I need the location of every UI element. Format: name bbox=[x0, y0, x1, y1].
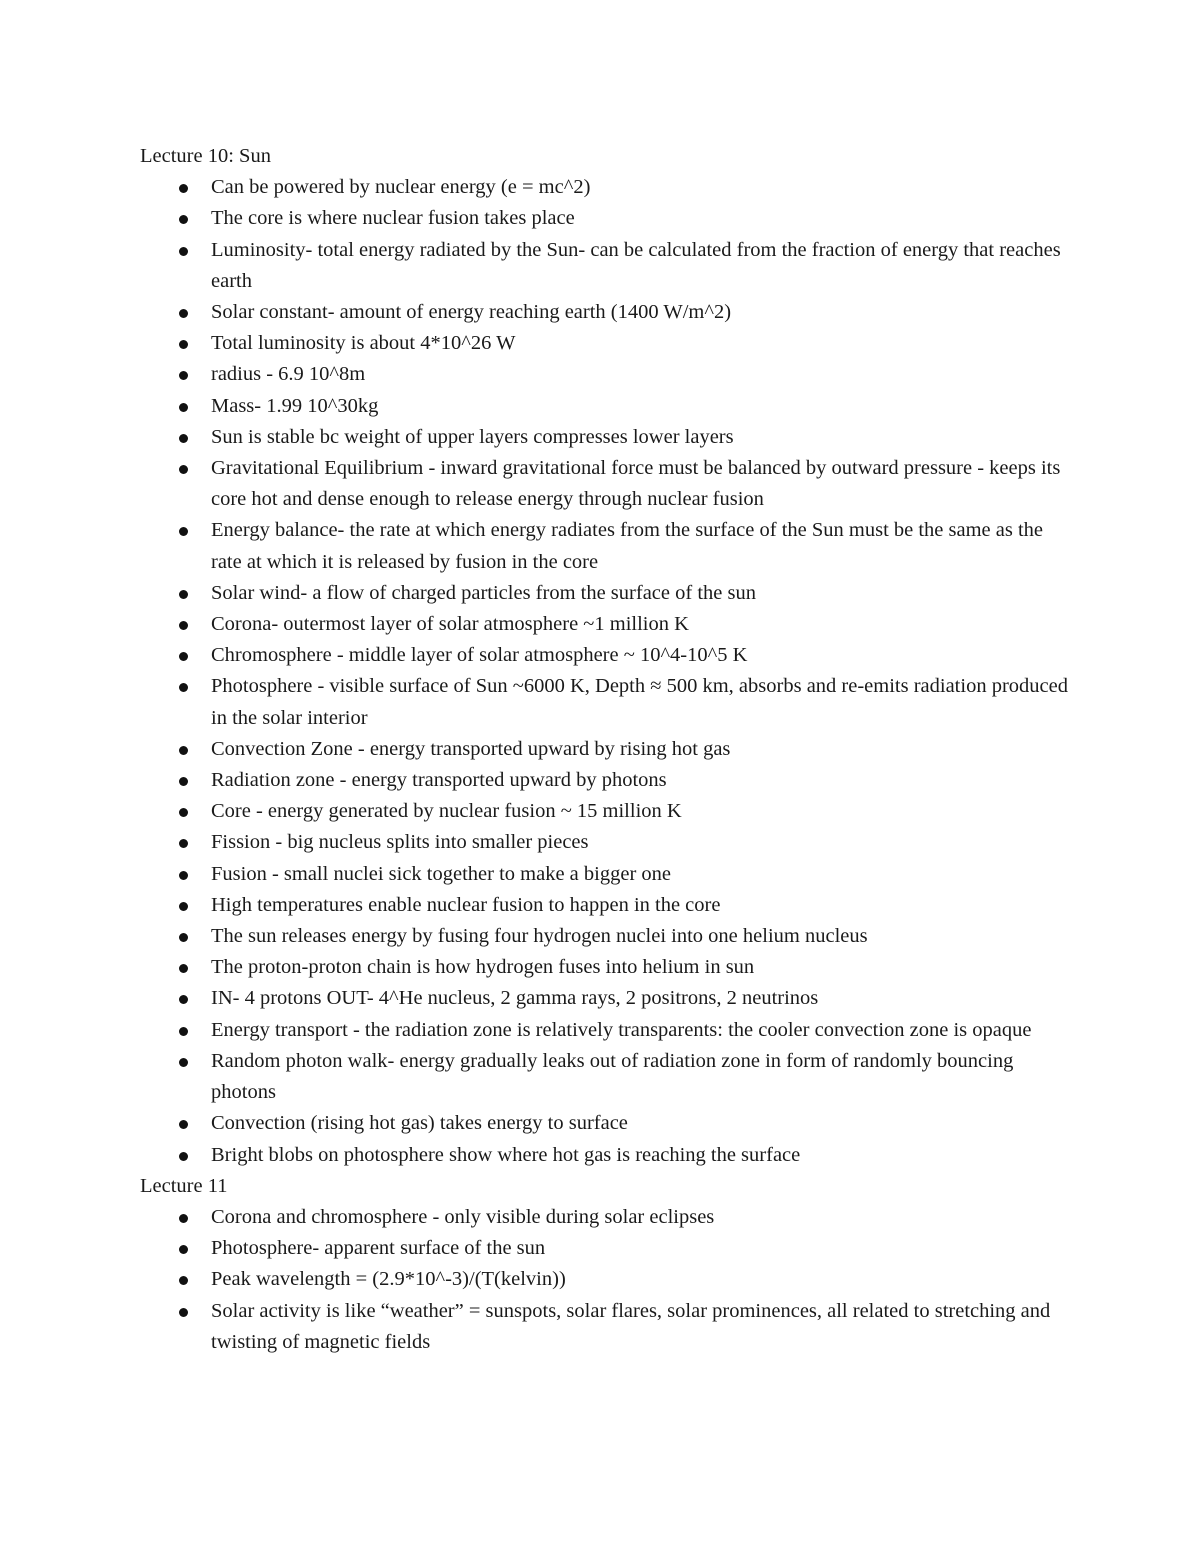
bullet-icon bbox=[179, 1058, 188, 1067]
list-item bbox=[211, 1140, 1070, 1171]
list-item bbox=[211, 328, 1070, 359]
list-item-text: Fusion - small nuclei sick together to make a bigger one bbox=[211, 862, 671, 885]
bullet-icon bbox=[179, 527, 188, 536]
list-item bbox=[211, 952, 1070, 983]
list-item bbox=[211, 235, 1070, 297]
list-item-text: Mass- 1.99 10^30kg bbox=[211, 394, 379, 417]
list-item-text: Fission - big nucleus splits into smaller pieces bbox=[211, 831, 589, 854]
list-item-text: Random photon walk- energy gradually leaks out of radiation zone in form of randomly bouncing photons bbox=[211, 1049, 1014, 1104]
list-item bbox=[211, 1015, 1070, 1046]
bullet-icon bbox=[179, 839, 188, 848]
bullet-icon bbox=[179, 1245, 188, 1254]
list-item bbox=[211, 640, 1070, 671]
section-heading: Lecture 11 bbox=[140, 1174, 228, 1197]
list-item-text: Solar constant- amount of energy reaching earth (1400 W/m^2) bbox=[211, 301, 732, 324]
list-item-text: Convection Zone - energy transported upward by rising hot gas bbox=[211, 737, 731, 760]
list-item bbox=[211, 297, 1070, 328]
list-item bbox=[211, 1046, 1070, 1108]
list-item bbox=[211, 203, 1070, 234]
bullet-icon bbox=[179, 902, 188, 911]
bullet-list bbox=[140, 172, 1070, 1171]
list-item-text: Energy balance- the rate at which energy radiates from the surface of the Sun must be the same as the rate at which it is released by fusion in the core bbox=[211, 519, 1044, 573]
list-item-text: Chromosphere - middle layer of solar atmosphere ~ 10^4-10^5 K bbox=[211, 644, 748, 667]
bullet-icon bbox=[179, 1120, 188, 1129]
list-item bbox=[211, 796, 1070, 827]
bullet-icon bbox=[179, 1027, 188, 1036]
list-item-text: Solar wind- a flow of charged particles from the surface of the sun bbox=[211, 581, 756, 604]
section-heading: Lecture 10: Sun bbox=[140, 145, 271, 167]
list-item-text: Luminosity- total energy radiated by the Sun- can be calculated from the fraction of energy that reaches earth bbox=[211, 238, 1061, 292]
bullet-list bbox=[140, 1202, 1070, 1358]
bullet-icon bbox=[179, 777, 188, 786]
list-item bbox=[211, 1108, 1070, 1139]
list-item bbox=[211, 422, 1070, 453]
list-item-text: Corona- outermost layer of solar atmosphere ~1 million K bbox=[211, 613, 689, 636]
list-item bbox=[211, 453, 1070, 515]
list-item-text: Peak wavelength = (2.9*10^-3)/(T(kelvin)) bbox=[211, 1268, 566, 1291]
bullet-icon bbox=[179, 964, 188, 973]
list-item bbox=[211, 1296, 1070, 1358]
list-item bbox=[211, 609, 1070, 640]
list-item-text: Radiation zone - energy transported upward by photons bbox=[211, 769, 667, 792]
bullet-icon bbox=[179, 871, 188, 880]
list-item bbox=[211, 1264, 1070, 1295]
list-item-text: Energy transport - the radiation zone is relatively transparents: the cooler convection zone is opaque bbox=[211, 1018, 1032, 1041]
list-item bbox=[211, 921, 1070, 952]
list-item-text: IN- 4 protons OUT- 4^He nucleus, 2 gamma rays, 2 positrons, 2 neutrinos bbox=[211, 987, 819, 1010]
list-item-text: Photosphere- apparent surface of the sun bbox=[211, 1237, 546, 1260]
list-item-text: Convection (rising hot gas) takes energy to surface bbox=[211, 1112, 628, 1135]
section-lecture-10 bbox=[140, 141, 1070, 1171]
list-item-text: Solar activity is like “weather” = sunspots, solar flares, solar prominences, all related to stretching and twisting of magnetic fields bbox=[211, 1299, 1051, 1353]
bullet-icon bbox=[179, 247, 188, 256]
list-item bbox=[211, 983, 1070, 1014]
bullet-icon bbox=[179, 652, 188, 661]
list-item-text: The proton-proton chain is how hydrogen fuses into helium in sun bbox=[211, 956, 755, 979]
list-item bbox=[211, 1202, 1070, 1233]
list-item-text: Total luminosity is about 4*10^26 W bbox=[211, 332, 516, 355]
bullet-icon bbox=[179, 215, 188, 224]
list-item-text: Can be powered by nuclear energy (e = mc^2) bbox=[211, 176, 591, 199]
list-item bbox=[211, 1233, 1070, 1264]
document-page bbox=[140, 141, 1070, 1358]
bullet-icon bbox=[179, 1276, 188, 1285]
bullet-icon bbox=[179, 1214, 188, 1223]
list-item bbox=[211, 671, 1070, 733]
list-item bbox=[211, 859, 1070, 890]
bullet-icon bbox=[179, 590, 188, 599]
list-item-text: radius - 6.9 10^8m bbox=[211, 363, 366, 386]
list-item bbox=[211, 172, 1070, 203]
bullet-icon bbox=[179, 808, 188, 817]
bullet-icon bbox=[179, 434, 188, 443]
list-item-text: High temperatures enable nuclear fusion to happen in the core bbox=[211, 893, 721, 916]
bullet-icon bbox=[179, 995, 188, 1004]
list-item bbox=[211, 391, 1070, 422]
list-item bbox=[211, 827, 1070, 858]
bullet-icon bbox=[179, 371, 188, 380]
list-item-text: The sun releases energy by fusing four hydrogen nuclei into one helium nucleus bbox=[211, 925, 868, 948]
list-item bbox=[211, 359, 1070, 390]
bullet-icon bbox=[179, 403, 188, 412]
bullet-icon bbox=[179, 683, 188, 692]
list-item-text: Photosphere - visible surface of Sun ~6000 K, Depth ≈ 500 km, absorbs and re-emits radiation produced in the solar interior bbox=[211, 675, 1068, 729]
list-item-text: Corona and chromosphere - only visible during solar eclipses bbox=[211, 1205, 715, 1228]
bullet-icon bbox=[179, 933, 188, 942]
bullet-icon bbox=[179, 1308, 188, 1317]
bullet-icon bbox=[179, 1152, 188, 1161]
list-item bbox=[211, 890, 1070, 921]
list-item-text: Core - energy generated by nuclear fusion ~ 15 million K bbox=[211, 800, 682, 823]
list-item-text: Sun is stable bc weight of upper layers compresses lower layers bbox=[211, 425, 734, 448]
bullet-icon bbox=[179, 465, 188, 474]
bullet-icon bbox=[179, 746, 188, 755]
list-item-text: Bright blobs on photosphere show where hot gas is reaching the surface bbox=[211, 1143, 801, 1166]
bullet-icon bbox=[179, 309, 188, 318]
section-lecture-11 bbox=[140, 1171, 1070, 1358]
bullet-icon bbox=[179, 621, 188, 630]
list-item-text: The core is where nuclear fusion takes place bbox=[211, 207, 575, 230]
list-item bbox=[211, 578, 1070, 609]
bullet-icon bbox=[179, 184, 188, 193]
list-item bbox=[211, 515, 1070, 577]
bullet-icon bbox=[179, 340, 188, 349]
list-item bbox=[211, 734, 1070, 765]
list-item-text: Gravitational Equilibrium - inward gravitational force must be balanced by outward pressure - keeps its core hot and dense enough to release energy through nuclear fusion bbox=[211, 457, 1061, 511]
list-item bbox=[211, 765, 1070, 796]
